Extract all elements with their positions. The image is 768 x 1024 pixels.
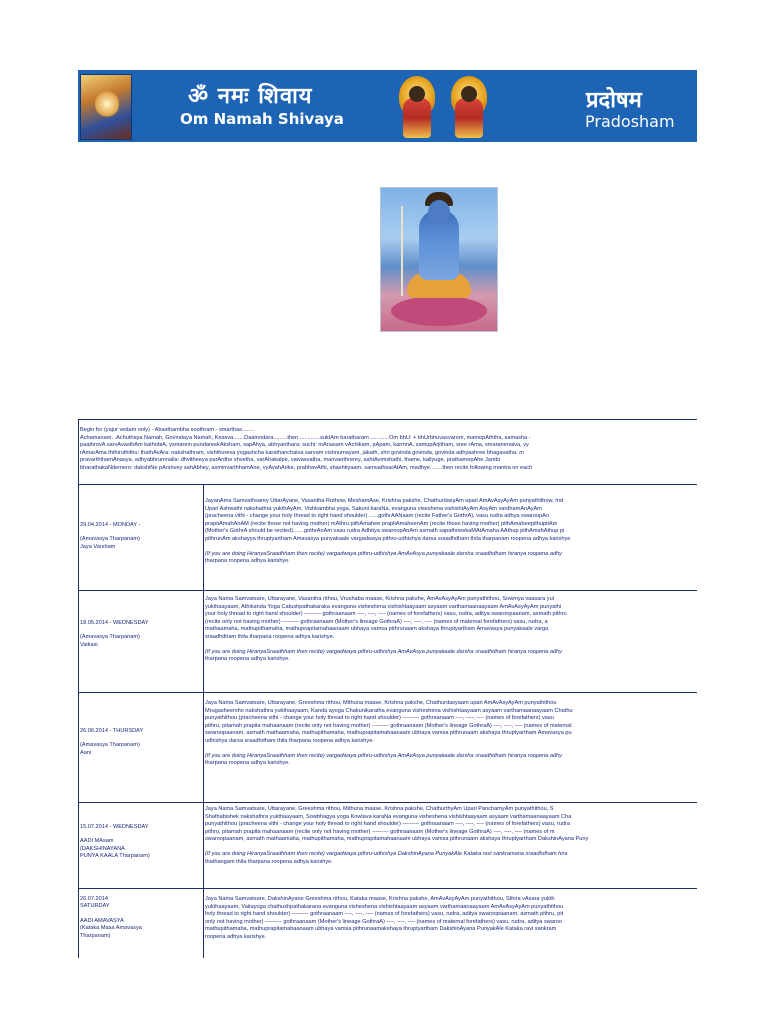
row-text-line: mathaamaha, mathupithamaha, mathuprapitamahaanaam ubhaya vamsa pithrunaam akshaya thruptyartham Amavasya punyakaale varga xyxy=(205,626,549,633)
row-date: 15.07.2014 - WEDNESDAY xyxy=(80,824,149,830)
table-row xyxy=(78,484,697,591)
row-date: 18.05.2014 - WEDNESDAY xyxy=(80,620,149,626)
table-row xyxy=(78,590,697,693)
row-name: Vaikasi xyxy=(80,641,98,648)
row-text-line: udhishya darsa sraadhdham thila tharpana roopena adhya karishye. xyxy=(205,737,374,744)
intro-paragraph xyxy=(78,420,697,485)
row-date: 26.07.2014 xyxy=(80,896,108,902)
row-text-line: (Mother's GothrA should be recited)...... gothrAnAm vasu rudra Adhitya swaroopAnAm asmath sapathneekaMAtAmaha AAthup pithAmahAthup pi xyxy=(205,528,565,535)
header-banner xyxy=(78,70,697,142)
tharpanam-table xyxy=(78,419,697,958)
row-text-line: Mrugasheersho nakshathra yukthaayaam, Kanda ayoga Chakunikaratha evanguna visheshena vishishtaayaam asyaam varthamaanaayaam Chathu xyxy=(205,707,573,714)
row-text-line: only not having mother) --------- gothraanaam (Mother's lineage GothraA) ----, ----, ---- (names of maternal forefathers) vasu, rudra, aditya swaroo xyxy=(205,918,563,925)
intro-line: bharathakaNdemero: dakshiNe pArshvey sahAbhey, asminvarthhamAne, vyAvahArike, prabhavAthi, shashtiyaam, samvathsarAtAm, madhye........then recite following mantra on each xyxy=(80,464,533,471)
row-note-cont: tharpana roopena adhya karishye. xyxy=(205,558,290,565)
row-occasion: (Amavasya Tharpanam) xyxy=(80,536,140,543)
krishna-image xyxy=(80,74,132,140)
row-name: Jaya Varsham xyxy=(80,543,116,550)
row-note-cont: thathangam thila tharpana roopena adhya karishye. xyxy=(205,858,333,865)
row-note-cont: tharpana roopena adhya karishye. xyxy=(205,656,290,663)
row-occasion: (Amavasya Tharpanam) xyxy=(80,634,140,641)
row-text-line: JayanAma Samvathsarey UttarAyane, Vasantha Ruthow, MeshamAse, Krishna pakshe, ChathurdasyAm upari AmAvAsyAyAm punyathithow, Ind xyxy=(205,498,564,504)
row-text-line: roopena adhya karishye. xyxy=(205,933,267,940)
om-namah-shivaya-title: Om Namah Shivaya xyxy=(180,110,344,128)
row-text-line: Jaya Nama Samvatsare, Uttarayane, Greeshma rithou, Mithuna maase, Krishna pakshe, ChathurthyAm Upari PanchamyAm punyathithou, S xyxy=(205,806,554,812)
row-text-line: punyathithou (pracheena vithi - change your holy thread to right hand shoulder) --------- gothraanaam ----, ----, ---- (names of forefathers) vasu, rudra xyxy=(205,821,570,828)
row-text-line: prapitAmahAnAM (recite those not having mother) mAthru pithAmahee prapitAmaheenAm (recite those having mother) pithAmaheepithupitAm xyxy=(205,520,558,527)
row-note-cont: tharpana roopena adhya karishye. xyxy=(205,760,290,767)
pradosham-title: Pradosham xyxy=(585,112,675,131)
row-note: (If you are doing HiranyaSraadhham then recite) vargadwaya pithru-udhishya AmAvAsya punyakaale darsha sraadhdham hiranya roopena adhy xyxy=(205,550,562,557)
table-row xyxy=(78,888,697,958)
intro-line: rAmarAma ththiruthithu: thathAvAra: nakshathram, vishthureva yogashcha karathanchaiva sarvam vishnumayam, jakath, shri govinda govinda, govinda adhyashree bhagavatha: m xyxy=(80,449,524,456)
row-note: (If you are doing HiranyaSraadhham then recite) vargadwaya pithru-udhishya AmAvAsya punyakaale darsha sraadhdham hiranya roopena adhy xyxy=(205,752,562,759)
row-occasion: AADI MAsam (DAKSHINAYANA PUNYA KAALA Tharpanam) xyxy=(80,838,150,860)
shiva-image xyxy=(380,187,498,332)
row-occasion: SATURDAY xyxy=(80,903,110,910)
intro-line: pravarththamAnasya, adhyabhrumnalla: dhvitheeya parArdhe shvetha, varAhakalpe, vaivasvatha, manvanthrerey, ashtAvimshathi, thame, kaliyuge, prathamepAhe Jambi xyxy=(80,457,500,464)
row-text-line: pithrunAm akshayya thruptyartham Amavasya punyakaale vargadwaya pithru-udhishya darsa sraadhdham thila tharpanam roopena adhya karishye xyxy=(205,535,571,542)
row-note: (If you are doing HiranyaSraadhham then recite) vargadwaya pithru-udhishya AmAvAsya punyakaale darsha sraadhdham hiranya roopena adhy xyxy=(205,648,562,655)
row-text-line: sraadhdham thila tharpana roopena adhya karishye. xyxy=(205,633,335,640)
row-text-line: holy thread to right hand shoulder) --------- gothraanaam ----, ----, ---- (names of forefathers) vasu, rudra, aditya swaroopaanam, asmath pithru, pit xyxy=(205,911,564,918)
row-text-line: Upari Ashwathi nakshathra yukthAyAm, Vishkambha yoga, Sakuni karaNa, evanguna viseshena vishishtAyAm AsyAm vardhamAnAyAm xyxy=(205,505,542,512)
row-text-line: (pracheena vithi - change your holy thread to right hand shoulder) ......gothrAANaam (recite Father's GothrA), vasu rudra adhya swaroopAn xyxy=(205,513,550,520)
pradosham-devanagari: प्रदोषम xyxy=(586,88,642,113)
row-text-line: yukthaayaam, Vaitayoga chathushpathakarana evanguna visheshena vishishtaayaam asyaam varthamaanaayaam AmAvAsyAyAm punyathithou xyxy=(205,903,564,910)
row-occasion: (Amavasya Tharpanam) xyxy=(80,742,140,749)
row-text-line: swaroopaanam, asmath mathaamaha, mathupithamaha, mathuprapitamahaanaam ubhaya vamsa pithrunaam akshaya thruptyartham DakshinAyana Puny xyxy=(205,836,589,843)
row-date: 26.06.2014 - THURSDAY xyxy=(80,728,144,734)
table-row xyxy=(78,692,697,803)
deity-image-right xyxy=(446,76,492,138)
row-note: (If you are doing HiranyaSraadhham then recite) vargadwaya pithru-udhishya DakshinAyana PunyakAle Kataka ravi sankramana sraadhdham hira xyxy=(205,850,568,857)
row-text-line: (recite only not having mother) --------- gothraanaam (Mother's lineage GothraA) ----, ----, ---- (names of maternal forefathers) vasu, rudra, a xyxy=(205,618,548,625)
row-text-line: Jaya Nama Samvatsare, Uttarayane, Vasantha rithou, Vrushaba maase, Krishna pakshe, AmAvAsyAyAm punyathithou, Sowmya vaasara yul xyxy=(205,596,554,602)
row-text-line: Jaya Nama Samvatsare, DakshinAyane Greeshma rithou, Kataka maase, Krishna pakshe, AmAvAsyAyAm punyathithou, Sthira vAsara yukth xyxy=(205,896,555,902)
row-name: AADI AMAVASYA (Kataka Masa Amavasya Tharpanam) xyxy=(80,917,142,939)
row-text-line: mathupithamaha, mathuprapitamahaanaam ubhaya vamsa pithrunaamakshaya thruptyartham DakshinAyana PunyakAle Kataka ravi sankram xyxy=(205,926,557,933)
intro-line: Achamanam...Achuthaya Namah, Govindaya Namah, Kesava.......Daamodara.........then..............sukIAm baratharam ............Om bhU: + bhUrbhuvasvarom, mamopAththa, samasha - xyxy=(80,434,531,441)
deity-image-left xyxy=(394,76,440,138)
row-text-line: punyathithou (pracheena vithi - change your holy thread to right hand shoulder) --------- gothraanaam ----, ----, ---- (names of forefathers) vasu xyxy=(205,715,554,722)
row-text-line: swaroopaanam, asmath mathaamaha, mathupithamaha, mathuprapitamahaanaam ubhaya vamsa pithrunaam akshaya thruptyartham Amavasya pu xyxy=(205,730,572,737)
intro-line: paathrovA sarvAvasthAm kathobiA, ysmarein pundareekAksham, sapAhya, abhyanthara: suchi: mAnasam vAchikam, pApam, karmnA, samupArjitham, sree rAma, smaranenaiva, vy xyxy=(80,442,529,449)
row-text-line: Shathabishek nakshathra yukthaayaam, Sowbhagya yoga Kowlava karaNa evanguna visheshena vishishtaayaam asyaam varthamaanaayaam Cha xyxy=(205,813,572,820)
row-text-line: pithru, pitamah prapita mahaanaam (recite only not having mother) --------- gothraanaam (Mother's lineage GothraA) ----, ----, ---- (names of m xyxy=(205,828,555,835)
row-name: Aani xyxy=(80,749,92,756)
row-text-line: your holy thread to right hand shoulder) --------- gothraanaam ----, ----, ---- (names of forefathers) vasu, rudra, aditya swaroopaanam, asmath pithru xyxy=(205,611,567,618)
row-text-line: Jaya Nama Samvatsare, Uttarayane, Greeshma rithou, Mithuna maase, Krishna pakshe, Chathurdasyaam upari AmAvAsyAyAm punyathithou xyxy=(205,700,557,706)
row-text-line: yukthaayaam, Athikanda Yoga Catushpathakaraka evanguna visheshena vishishtaayaam asyaam varthamaanaayaam AmAvAsyAyAm punyathi xyxy=(205,603,562,610)
row-date: 29.04.2014 - MONDAY - xyxy=(80,522,141,528)
row-text-line: pithru, pitamah prapita mahaanaam (recite only not having mother) --------- gothraanaam (Mother's lineage GothraA) ----, ----, ---- (names of maternal xyxy=(205,722,572,729)
om-namah-shivaya-devanagari: ॐ नमः शिवाय xyxy=(188,84,313,109)
table-row xyxy=(78,802,697,889)
intro-line: Begin for (yajur vedam only) - Abasthambha soothram - smarthas........ xyxy=(80,427,255,433)
